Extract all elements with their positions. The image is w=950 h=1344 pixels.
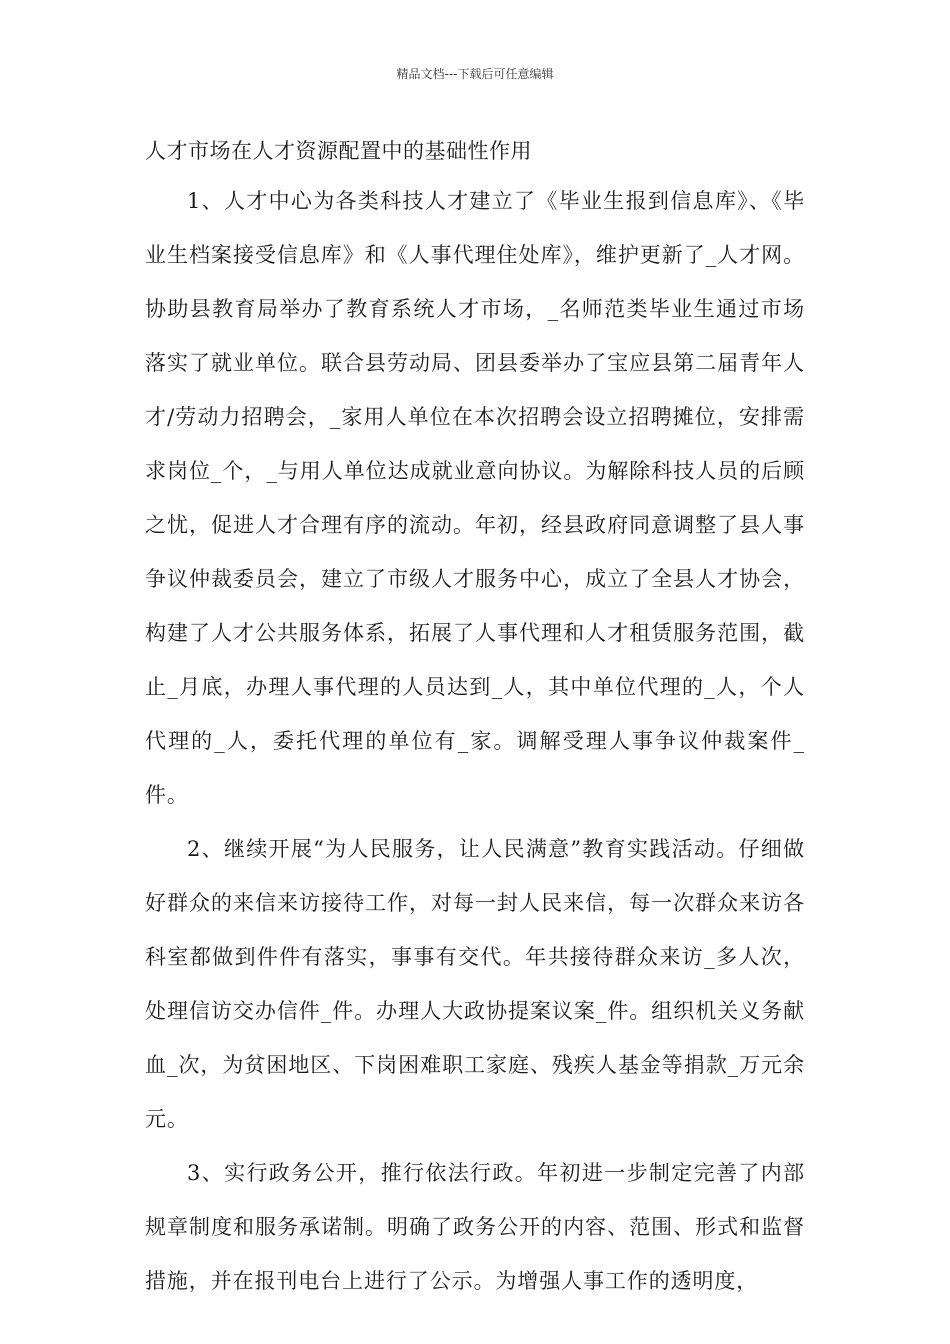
document-title: 人才市场在人才资源配置中的基础性作用	[145, 139, 532, 163]
paragraph-3: 3、实行政务公开，推行依法行政。年初进一步制定完善了内部规章制度和服务承诺制。明确了政务公开的内容、范围、形式和监督措施，并在报刊电台上进行了公示。为增强人事工作的透明度，	[145, 1161, 805, 1293]
page-header: 精品文档---下载后可任意编辑	[396, 67, 554, 81]
document-body	[145, 131, 805, 1308]
paragraph-2: 2、继续开展“为人民服务，让人民满意”教育实践活动。仔细做好群众的来信来访接待工作，对每一封人民来信，每一次群众来访各科室都做到件件有落实，事事有交代。年共接待群众来访_多人次，处理信访交办信件_件。办理人大政协提案议案_件。组织机关义务献血_次，为贫困地区、下岗困难职工家庭、残疾人基金等捐款_万元余元。	[145, 837, 805, 1131]
paragraph-1: 1、人才中心为各类科技人才建立了《毕业生报到信息库》、《毕业生档案接受信息库》和《人事代理住处库》，维护更新了_人才网。协助县教育局举办了教育系统人才市场，_名师范类毕业生通过市场落实了就业单位。联合县劳动局、团县委举办了宝应县第二届青年人才/劳动力招聘会，_家用人单位在本次招聘会设立招聘摊位，安排需求岗位_个，_与用人单位达成就业意向协议。为解除科技人员的后顾之忧，促进人才合理有序的流动。年初，经县政府同意调整了县人事争议仲裁委员会，建立了市级人才服务中心，成立了全县人才协会，构建了人才公共服务体系，拓展了人事代理和人才租赁服务范围，截止_月底，办理人事代理的人员达到_人，其中单位代理的_人，个人代理的_人，委托代理的单位有_家。调解受理人事争议仲裁案件_件。	[145, 189, 805, 807]
